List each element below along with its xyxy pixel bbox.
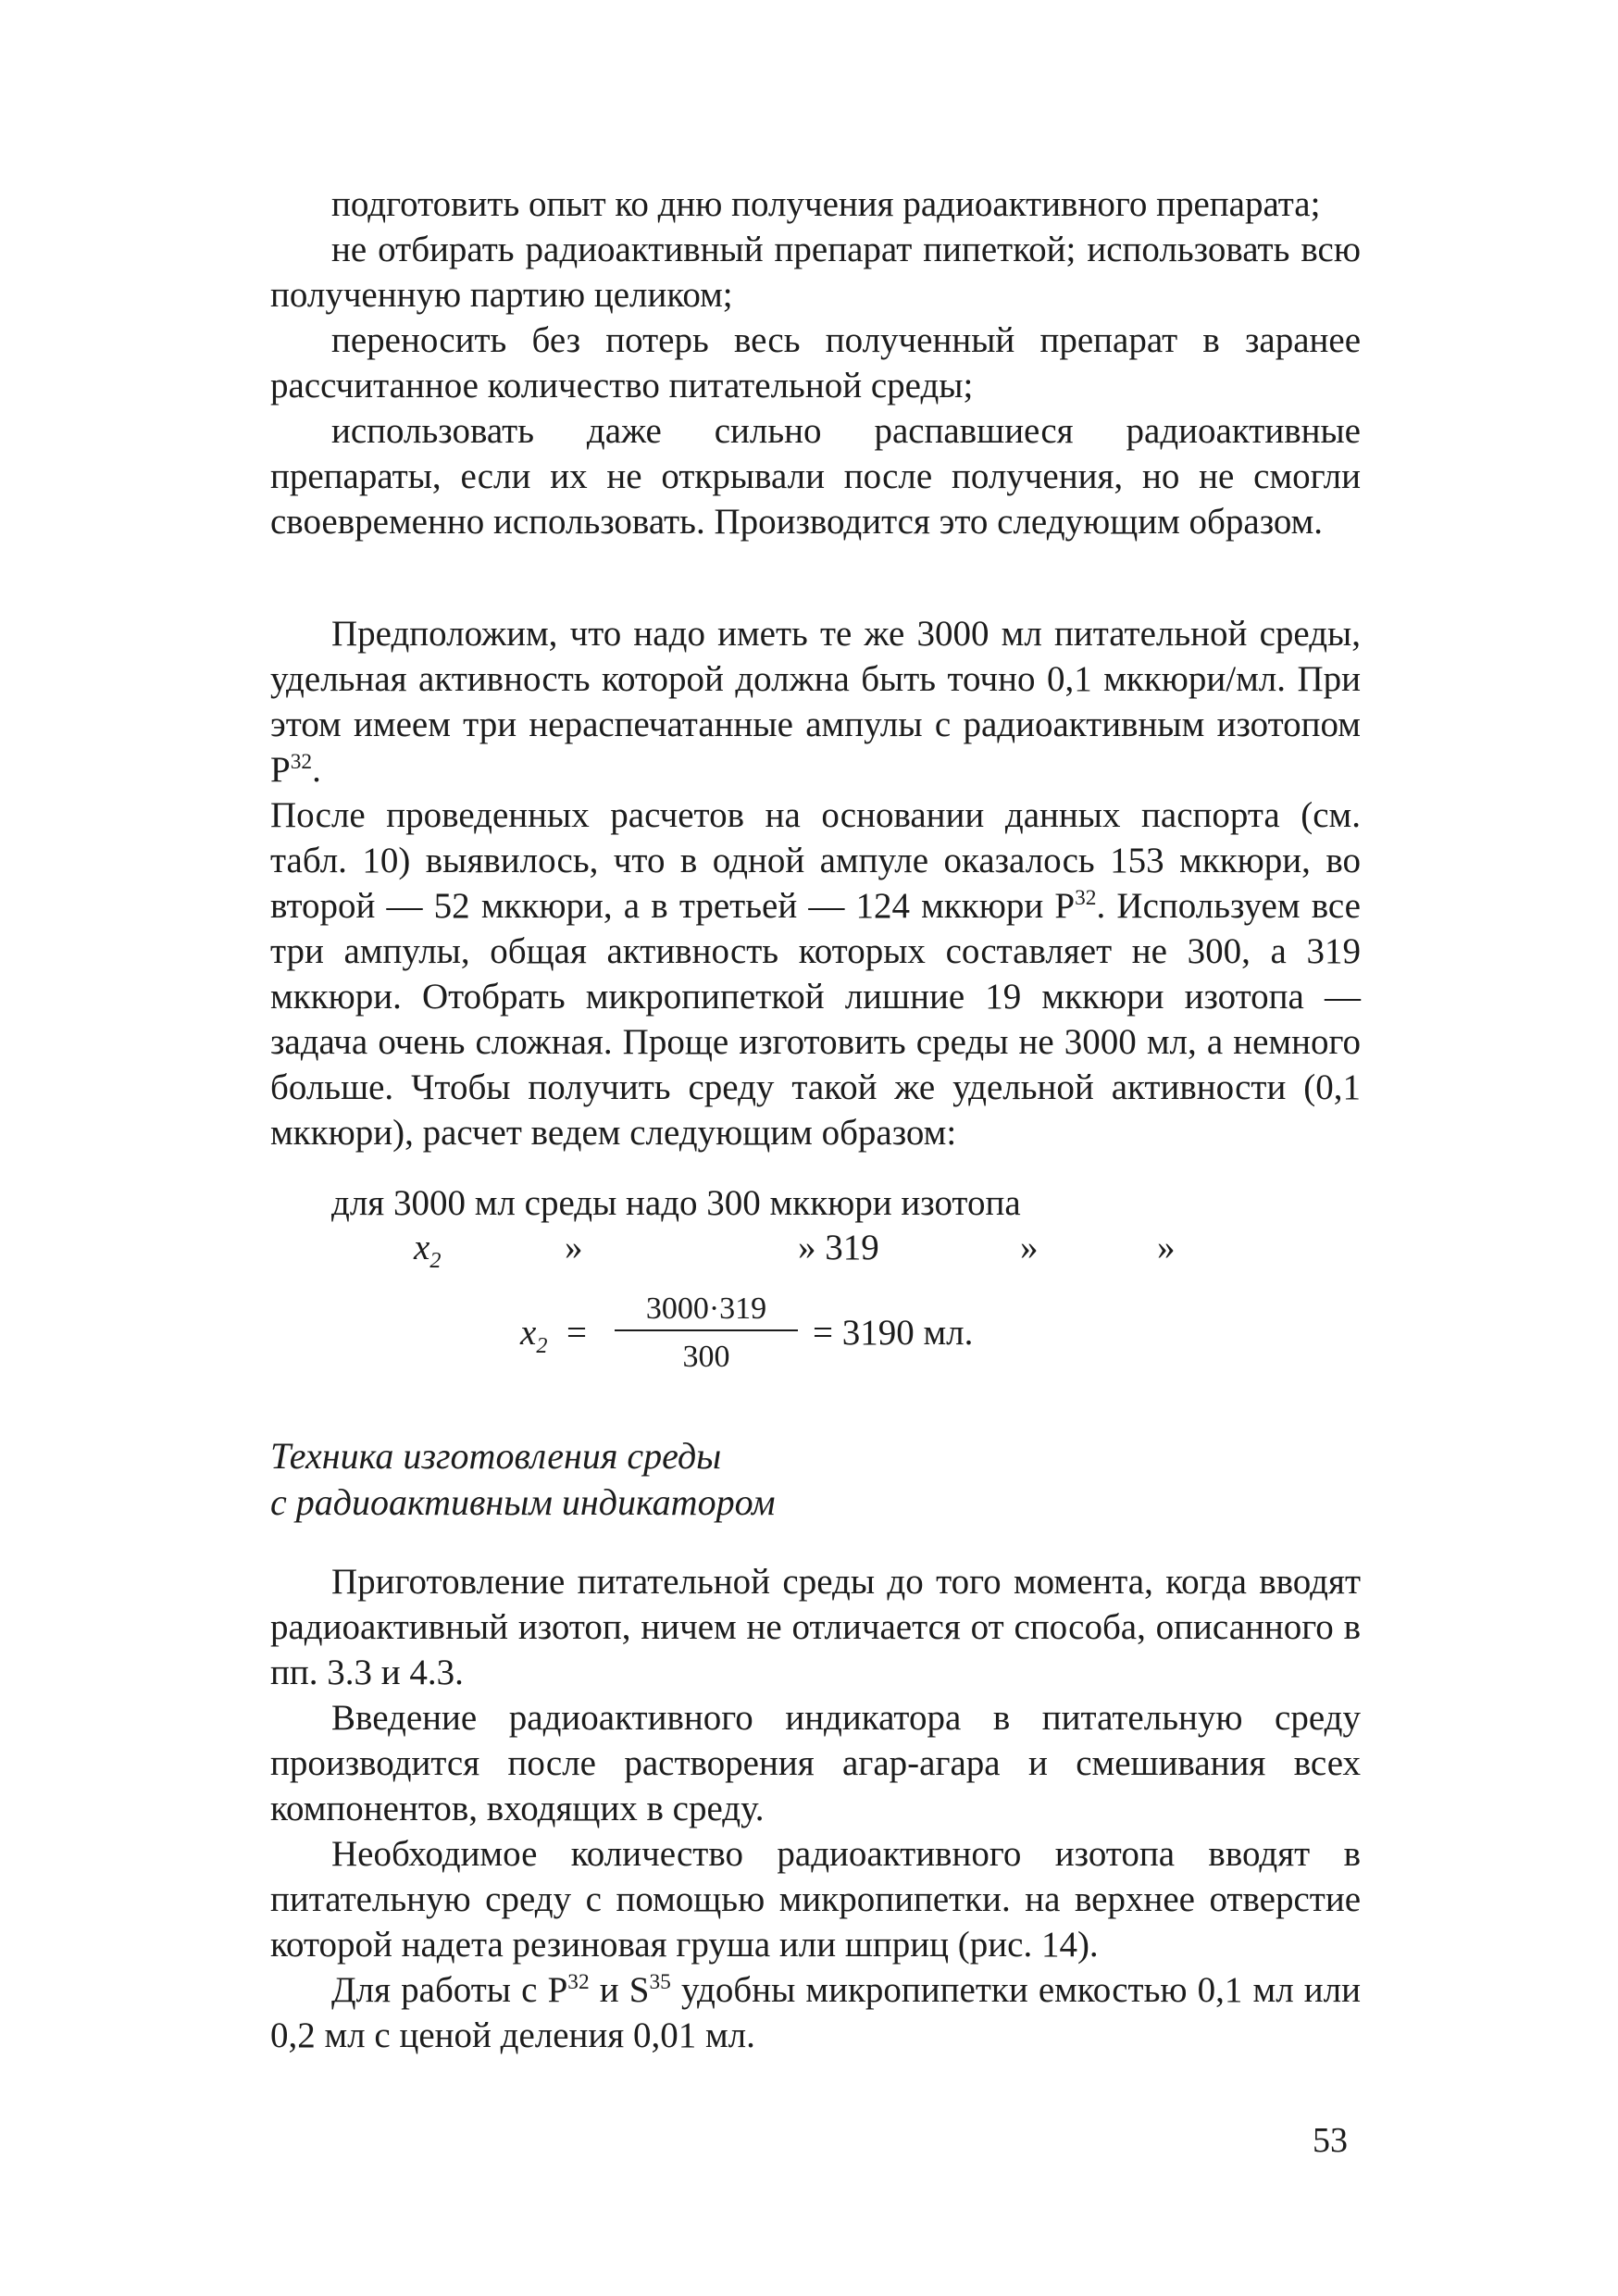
paragraph	[270, 792, 1361, 1155]
paragraph	[270, 1967, 1361, 2058]
text-run: удобны микропипетки емкостью 0,1 мл или 0,2 мл с ценой деления 0,01 мл.	[270, 1970, 1361, 2055]
equals-sign: =	[566, 1313, 587, 1353]
paragraph: Приготовление питательной среды до того момента, когда вводят радиоактивный изотоп, ничем не отличается от способа, описанного в пп. 3.3 и 4.3.	[270, 1562, 1361, 1692]
variable-x: x	[520, 1313, 537, 1353]
text-run: Предположим, что надо иметь те же 3000 мл питательной среды, удельная активность которой должна быть точно 0,1 мккюри/мл. При этом имеем три нераспечатанные ампулы с радиоактивным изотопом Р	[270, 614, 1361, 790]
heading-line: с радиоактивным индикатором	[270, 1481, 776, 1523]
paragraph: Введение радиоактивного индикатора в питательную среду производится после растворения агар-агара и смешивания всех компонентов, входящих в среду.	[270, 1698, 1361, 1828]
fraction-bar	[615, 1329, 798, 1331]
paragraph	[270, 611, 1361, 792]
example-block	[270, 611, 1361, 1155]
paragraph: не отбирать радиоактивный препарат пипеткой; использовать всю полученную партию целиком;	[270, 230, 1361, 315]
variable-x: x	[414, 1228, 430, 1267]
isotope-superscript: 32	[567, 1970, 590, 1994]
text-run: . Используем все три ампулы, общая активность которых составляет не 300, а 319 мккюри. Отобрать микропипеткой лишние 19 мккюри изотопа — задача очень сложная. Проще изготовить среды не 3000 мл, а немного больше. Чтобы получить среду такой же удельной активности (0,1 мккюри), расчет ведем следующим образом:	[270, 886, 1361, 1153]
variable-subscript: 2	[429, 1247, 442, 1273]
recommendations-block	[270, 181, 1361, 544]
ditto-value: » 319	[798, 1228, 879, 1267]
text-run: .	[312, 750, 321, 790]
paragraph: использовать даже сильно распавшиеся радиоактивные препараты, если их не открывали после получения, но не смогли своевременно использовать. Производится это следующим образом.	[270, 411, 1361, 542]
technique-block	[270, 1559, 1361, 2058]
formula-lhs	[520, 1311, 548, 1358]
variable-subscript: 2	[536, 1332, 548, 1358]
paragraph: переносить без потерь весь полученный препарат в заранее рассчитанное количество питательной среды;	[270, 320, 1361, 406]
isotope-superscript: 32	[290, 750, 313, 774]
text-run: Для работы с Р	[331, 1970, 568, 2010]
text-run: и S	[589, 1970, 650, 2010]
formula-result: = 3190 мл.	[813, 1313, 974, 1353]
fraction-numerator: 3000·319	[645, 1292, 767, 1326]
isotope-superscript: 32	[1075, 886, 1097, 910]
section-heading	[270, 1433, 1288, 1526]
calculation-block	[270, 1181, 1361, 1385]
heading-line: Техника изготовления среды	[270, 1435, 722, 1477]
ditto-mark: »	[1020, 1228, 1039, 1267]
fraction-denominator: 300	[682, 1340, 730, 1374]
calc-row: для 3000 мл среды надо 300 мккюри изотопа	[331, 1183, 1021, 1223]
paragraph: Необходимое количество радиоактивного изотопа вводят в питательную среду с помощью микропипетки. на верхнее отверстие которой надета резиновая груша или шприц (рис. 14).	[270, 1834, 1361, 1965]
calc-variable	[414, 1226, 442, 1273]
isotope-superscript: 35	[649, 1970, 671, 1994]
paragraph: подготовить опыт ко дню получения радиоактивного препарата;	[331, 184, 1321, 224]
text-run: После проведенных расчетов на основании данных паспорта (см. табл. 10) выявилось, что в одной ампуле оказалось 153 мккюри, во второй — 52 мккюри, а в третьей — 124 мккюри Р	[270, 795, 1361, 926]
ditto-mark: »	[565, 1228, 583, 1267]
ditto-mark: »	[1157, 1228, 1176, 1267]
page-number: 53	[1313, 2121, 1348, 2160]
